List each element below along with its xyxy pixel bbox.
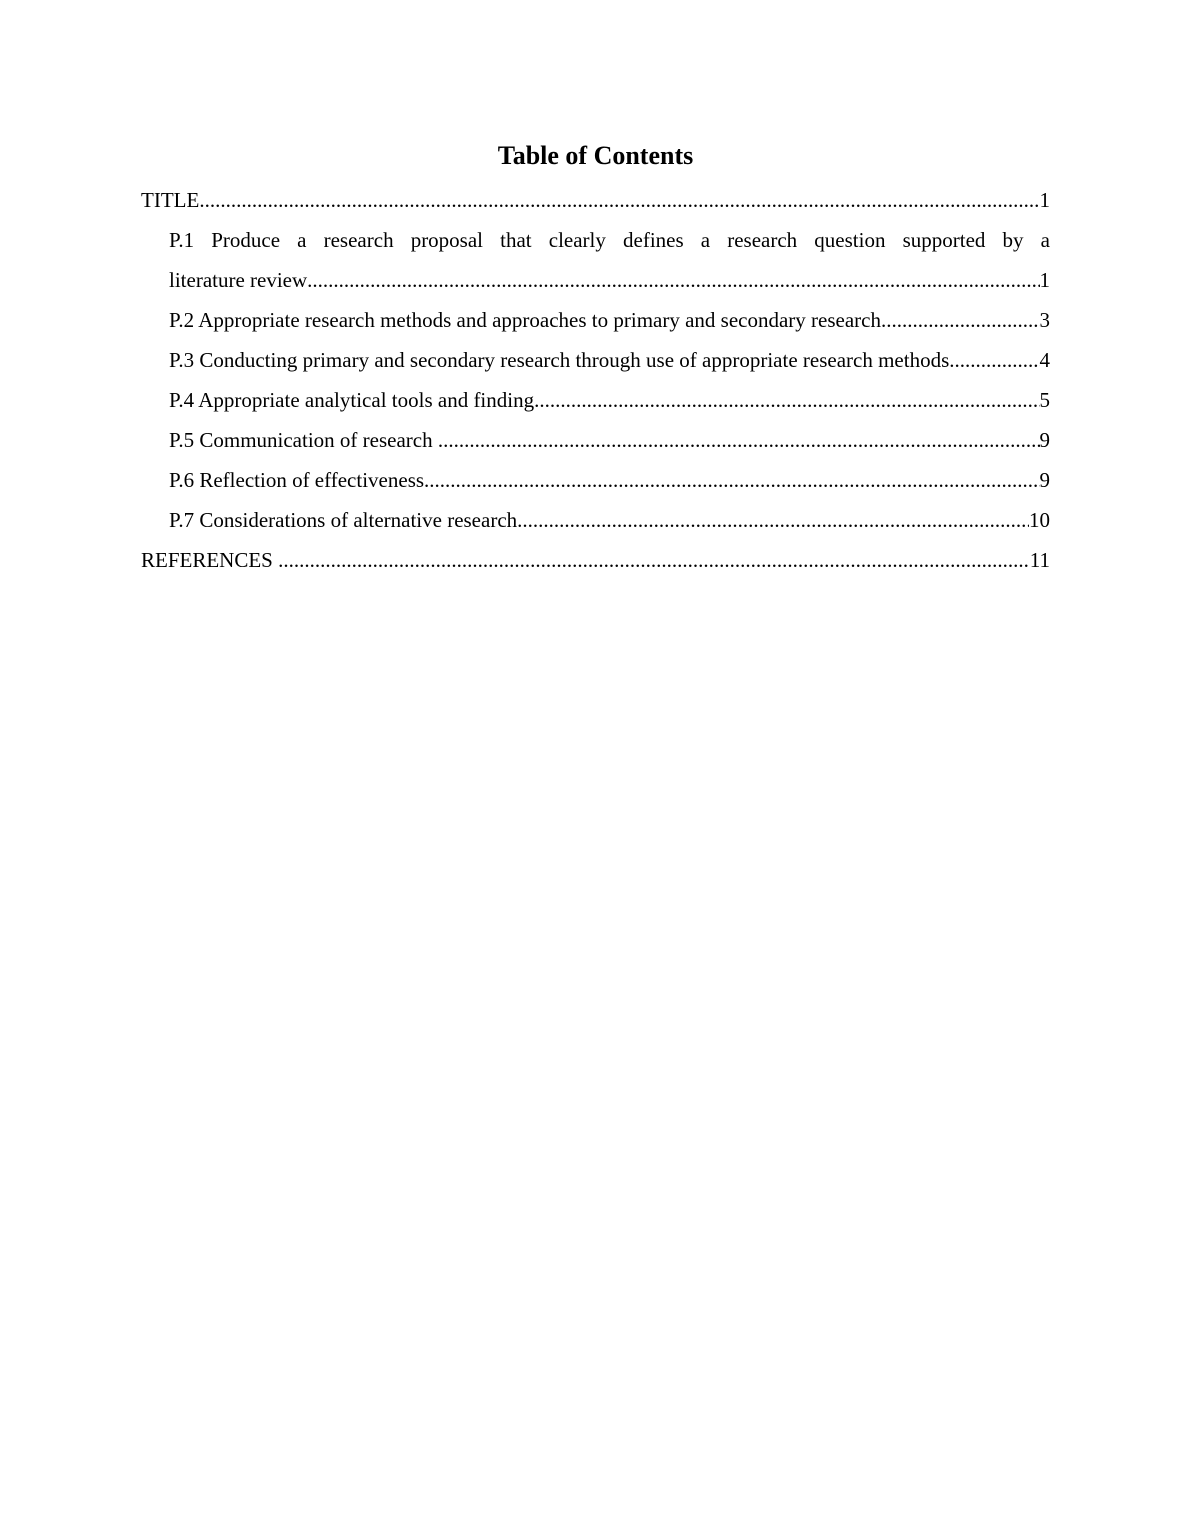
toc-entry-p4[interactable] <box>141 380 1050 420</box>
toc-entry-label-line1: P.1 Produce a research proposal that clearly defines a research question supported by a <box>169 228 1050 252</box>
dot-leader <box>199 180 1039 220</box>
toc-entry-label-line2: literature review <box>169 268 308 292</box>
toc-heading: Table of Contents <box>497 141 694 170</box>
dot-leader <box>534 380 1039 420</box>
toc-entry-label: REFERENCES <box>141 548 279 572</box>
dot-leader <box>424 460 1039 500</box>
toc-entry-label: P.5 Communication of research <box>169 428 438 452</box>
toc-entry-label: P.3 Conducting primary and secondary research through use of appropriate research methods <box>169 348 950 372</box>
toc-page-number: 10 <box>1029 508 1050 532</box>
toc-entry-label: P.4 Appropriate analytical tools and finding <box>169 388 535 412</box>
toc-entry-label: TITLE <box>141 188 200 212</box>
toc-page-number: 9 <box>1039 468 1050 492</box>
dot-leader <box>881 300 1040 340</box>
toc-entry-p5[interactable] <box>141 420 1050 460</box>
dot-leader <box>438 420 1040 460</box>
toc-entry-p1[interactable] <box>141 220 1050 300</box>
toc-entry-label: P.6 Reflection of effectiveness <box>169 468 425 492</box>
toc-page-number: 1 <box>1039 188 1050 212</box>
toc-page-number: 9 <box>1039 428 1050 452</box>
toc-page-number: 3 <box>1039 308 1050 332</box>
toc-page-number: 11 <box>1029 548 1050 572</box>
dot-leader <box>278 540 1030 580</box>
toc-page-number: 1 <box>1039 268 1050 292</box>
toc-page-number: 4 <box>1039 348 1050 372</box>
toc-entry-p7[interactable] <box>141 500 1050 540</box>
toc-page-number: 5 <box>1039 388 1050 412</box>
toc-entry-label: P.2 Appropriate research methods and approaches to primary and secondary research <box>169 308 881 332</box>
toc-entry-label: P.7 Considerations of alternative research <box>169 508 518 532</box>
document-page <box>141 136 1050 580</box>
toc-list <box>141 180 1050 580</box>
toc-entry-p6[interactable] <box>141 460 1050 500</box>
dot-leader <box>949 340 1039 380</box>
toc-entry-title[interactable] <box>141 180 1050 220</box>
dot-leader <box>517 500 1029 540</box>
toc-entry-p3[interactable] <box>141 340 1050 380</box>
toc-entry-references[interactable] <box>141 540 1050 580</box>
dot-leader <box>307 260 1039 300</box>
toc-entry-p2[interactable] <box>141 300 1050 340</box>
